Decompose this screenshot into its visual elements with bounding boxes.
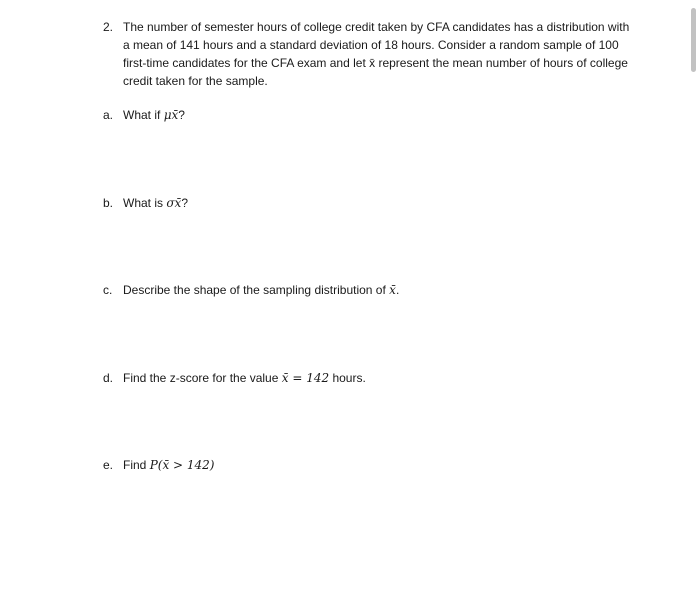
part-suffix: ? <box>181 196 188 210</box>
math-expression: P(x̄ > 142) <box>149 458 215 472</box>
part-prefix: Find the z-score for the value <box>123 371 282 385</box>
part-question <box>123 281 399 299</box>
part-question <box>123 456 214 474</box>
part-letter: c. <box>103 283 113 297</box>
math-expression: σx̄ <box>166 196 182 210</box>
part-letter: d. <box>103 371 114 385</box>
scrollbar-thumb[interactable] <box>691 8 696 72</box>
part-prefix: What if <box>123 108 164 122</box>
part-suffix: hours. <box>329 371 366 385</box>
part-suffix: . <box>395 283 400 297</box>
part-prefix: What is <box>123 196 167 210</box>
math-expression: μx̄ <box>163 108 179 122</box>
part-question <box>123 369 366 387</box>
part-letter: a. <box>103 108 114 122</box>
part-prefix: Describe the shape of the sampling distribution of <box>123 283 390 297</box>
math-expression: x̄ = 142 <box>281 371 330 385</box>
problem-number: 2. <box>103 20 114 34</box>
part-letter: b. <box>103 196 114 210</box>
part-question <box>123 106 185 124</box>
part-suffix: ? <box>178 108 185 122</box>
part-prefix: Find <box>123 458 150 472</box>
problem-text: The number of semester hours of college credit taken by CFA candidates has a distribution with a mean of 141 hours and a standard deviation of 18 hours. Consider a random sample of 100 first-time candidates for the CFA exam and let x̄ represent the mean number of hours of college credit taken for the sample. <box>123 20 630 88</box>
part-question <box>123 194 188 212</box>
math-expression: x̄ <box>389 283 396 297</box>
part-letter: e. <box>103 458 114 472</box>
